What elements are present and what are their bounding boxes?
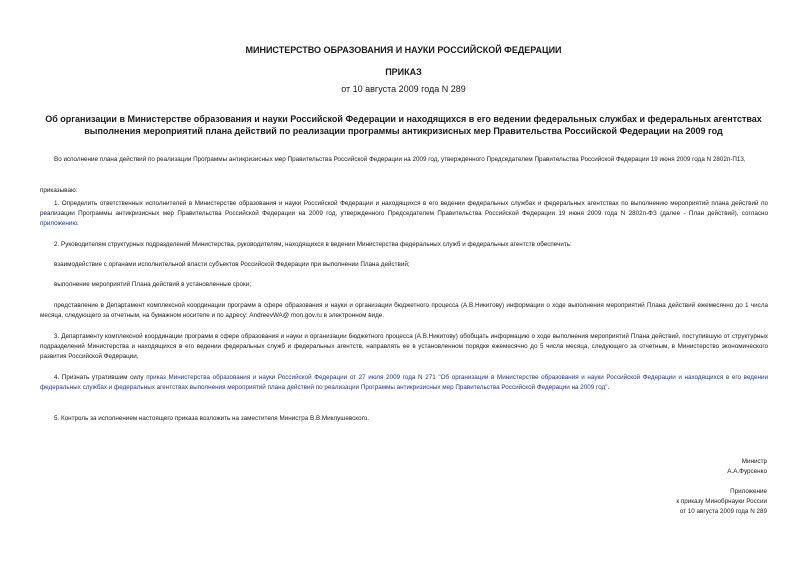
ministry-heading: МИНИСТЕРСТВО ОБРАЗОВАНИЯ И НАУКИ РОССИЙСКОЙ ФЕДЕРАЦИИ bbox=[245, 45, 562, 55]
repealed-order-link[interactable]: приказ Министерства образования и науки Российской Федерации от 27 июля 2009 года N 271 "Об организации в Министерстве образования и науки Российской Федерации и находящихся в его ведении федеральных службах и федеральных агентствах выполнения мероприятий плана действий по реализации Программы антикризисных мер Правительства Российской Федерации на 2009 год" bbox=[40, 374, 768, 391]
order-word: приказываю: bbox=[40, 187, 78, 194]
paragraph-4 bbox=[40, 373, 768, 393]
appendix-block bbox=[676, 487, 767, 517]
appendix-link[interactable]: приложению bbox=[40, 220, 78, 227]
appendix-reference: к приказу Минобрнауки России bbox=[676, 498, 767, 505]
paragraph-2c: представление в Департамент комплексной координации программ в сфере образования и науки и организации бюджетного процесса (А.В.Никитову) информации о ходе выполнения мероприятий Плана действий ежемесячно до 1 числа месяца, следующего за отчетным, на бумажном носителе и по адресу: AndreevWA@ mon.gov.ru в электронном виде. bbox=[40, 302, 768, 319]
paragraph-3: 3. Департаменту комплексной координации программ в сфере образования и науки и организации бюджетного процесса (А.В.Никитову) обобщать информацию о ходе выполнения мероприятий Плана действий, поступившую от структурных подразделений Министерства и находящихся в его ведении федеральных служб и федеральных агентств, направлять ее в установленном порядке ежемесячно до 5 числа месяца, следующего за отчетным, в Министерство экономического развития Российской Федерации. bbox=[40, 333, 768, 360]
paragraph-4-end: . bbox=[607, 384, 610, 391]
intro-paragraph: Во исполнение плана действий по реализации Программы антикризисных мер Правительства Российской Федерации на 2009 год, утвержденного Председателем Правительства Российской Федерации 19 июня 2009 года N 2802п-П13, bbox=[54, 156, 746, 163]
paragraph-5: 5. Контроль за исполнением настоящего приказа возложить на заместителя Министра В.В.Миклушевского. bbox=[54, 415, 370, 422]
doc-type-heading: ПРИКАЗ bbox=[385, 67, 422, 77]
signature-block bbox=[727, 457, 767, 477]
paragraph-1-end: . bbox=[77, 220, 79, 227]
appendix-label: Приложение bbox=[730, 488, 767, 495]
paragraph-4-text: 4. Признать утратившим силу bbox=[54, 374, 147, 381]
paragraph-1-text: 1. Определить ответственных исполнителей в Министерстве образования и науки Российской Федерации и находящихся в его ведении федеральных службах и федеральных агентствах по выполнению мероприятий плана действий по реализации Программы антикризисных мер Правительства Российской Федерации на 2009 год, утвержденного Председателем Правительства Российской Федерации 19 июня 2009 года N 2802п-ФЗ (далее - План действий), согласно bbox=[40, 200, 768, 217]
signature-name: А.А.Фурсенко bbox=[727, 468, 767, 475]
paragraph-2: 2. Руководителям структурных подразделений Министерства, руководителям, находящихся в ведении Министерства федеральных служб и федеральных агентств обеспечить: bbox=[54, 241, 572, 248]
signature-position: Министр bbox=[741, 458, 767, 465]
order-date: от 10 августа 2009 года N 289 bbox=[341, 84, 466, 94]
paragraph-2b: выполнение мероприятий Плана действий в установленные сроки; bbox=[54, 281, 252, 288]
appendix-date: от 10 августа 2009 года N 289 bbox=[679, 508, 767, 515]
paragraph-1 bbox=[40, 199, 768, 229]
order-title: Об организации в Министерстве образования и науки Российской Федерации и находящихся в его ведении федеральных службах и федеральных агентствах выполнения мероприятий плана действий по реализации программы антикризисных мер Правительства Российской Федерации на 2009 год bbox=[45, 114, 762, 136]
paragraph-2a: взаимодействие с органами исполнительной власти субъектов Российской Федерации при выполнении Плана действий; bbox=[54, 261, 410, 268]
